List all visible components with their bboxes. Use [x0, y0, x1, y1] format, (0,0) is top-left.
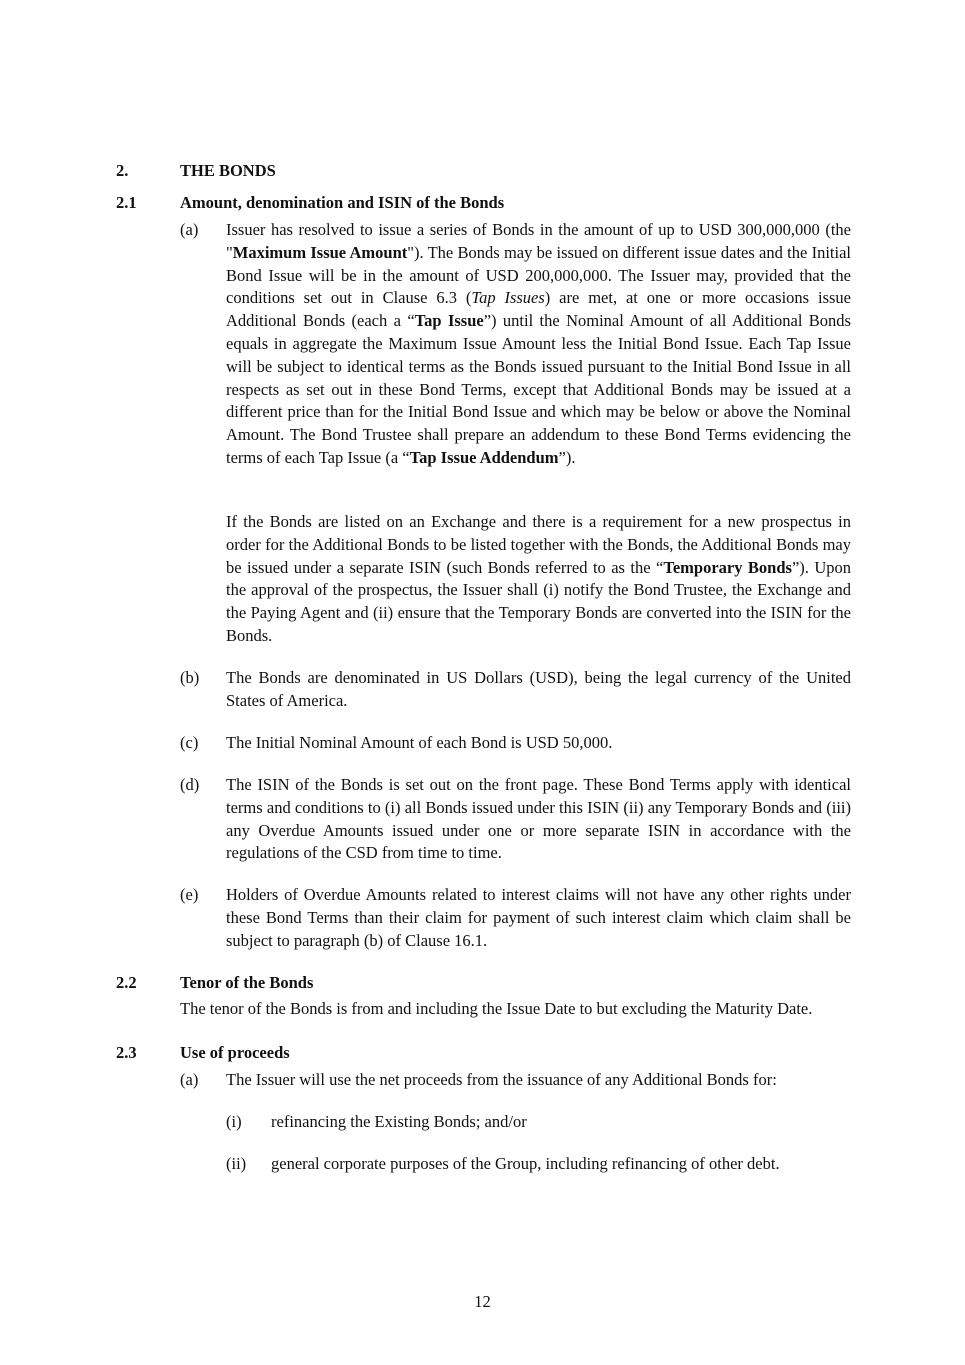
item-c-label: (c) — [180, 733, 199, 752]
use-a-label: (a) — [180, 1070, 199, 1089]
clause-2-2-text: The tenor of the Bonds is from and including the Issue Date to but excluding the Maturity Date. — [180, 999, 813, 1018]
clause-2-1-title: Amount, denomination and ISIN of the Bonds — [180, 193, 505, 212]
item-e-label: (e) — [180, 885, 199, 904]
use-ii-text: general corporate purposes of the Group, including refinancing of other debt. — [271, 1154, 780, 1173]
clause-2-3-number: 2.3 — [116, 1043, 137, 1062]
item-b-label: (b) — [180, 668, 200, 687]
section-number: 2. — [116, 161, 129, 180]
use-ii-label: (ii) — [226, 1154, 247, 1173]
clause-2-3-title: Use of proceeds — [180, 1043, 290, 1062]
item-d-text: The ISIN of the Bonds is set out on the front page. These Bond Terms apply with identical terms and conditions to (i) all Bonds issued under this ISIN (ii) any Temporary Bonds and (iii) any Overdue Amounts issued under one or more separate ISIN in accordance with the regulations of the CSD from time to time. — [226, 775, 851, 863]
item-b-text: The Bonds are denominated in US Dollars (USD), being the legal currency of the United States of America. — [226, 668, 851, 710]
clause-2-1-number: 2.1 — [116, 193, 137, 212]
section-title: THE BONDS — [180, 161, 276, 180]
item-a-label: (a) — [180, 220, 199, 239]
use-i-label: (i) — [226, 1112, 242, 1131]
item-e-text: Holders of Overdue Amounts related to interest claims will not have any other rights under these Bond Terms than their claim for payment of such interest claim which claim shall be subject to paragraph (b) of Clause 16.1. — [226, 885, 851, 950]
item-d-label: (d) — [180, 775, 200, 794]
item-a-paragraph-1: Issuer has resolved to issue a series of Bonds in the amount of up to USD 300,000,000 (the "Maximum Issue Amount"). The Bonds may be issued on different issue dates and the Initial Bond Issue will be in the amount of USD 200,000,000. The Issuer may, provided that the conditions set out in Clause 6.3 (Tap Issues) are met, at one or more occasions issue Additional Bonds (each a “Tap Issue”) until the Nominal Amount of all Additional Bonds equals in aggregate the Maximum Issue Amount less the Initial Bond Issue. Each Tap Issue will be subject to identical terms as the Bonds issued pursuant to the Initial Bond Issue in all respects as set out in these Bond Terms, except that Additional Bonds may be issued at a different price than for the Initial Bond Issue and which may be below or above the Nominal Amount. The Bond Trustee shall prepare an addendum to these Bond Terms evidencing the terms of each Tap Issue (a “Tap Issue Addendum”). — [226, 220, 851, 467]
clause-2-2-number: 2.2 — [116, 973, 137, 992]
use-a-text: The Issuer will use the net proceeds from the issuance of any Additional Bonds for: — [226, 1070, 777, 1089]
page-number: 12 — [474, 1292, 491, 1311]
use-i-text: refinancing the Existing Bonds; and/or — [271, 1112, 527, 1131]
item-a-paragraph-2: If the Bonds are listed on an Exchange and there is a requirement for a new prospectus in order for the Additional Bonds to be listed together with the Bonds, the Additional Bonds may be issued under a separate ISIN (such Bonds referred to as the “Temporary Bonds”). Upon the approval of the prospectus, the Issuer shall (i) notify the Bond Trustee, the Exchange and the Paying Agent and (ii) ensure that the Temporary Bonds are converted into the ISIN for the Bonds. — [226, 512, 852, 645]
item-c-text: The Initial Nominal Amount of each Bond is USD 50,000. — [226, 733, 613, 752]
clause-2-2-title: Tenor of the Bonds — [180, 973, 314, 992]
